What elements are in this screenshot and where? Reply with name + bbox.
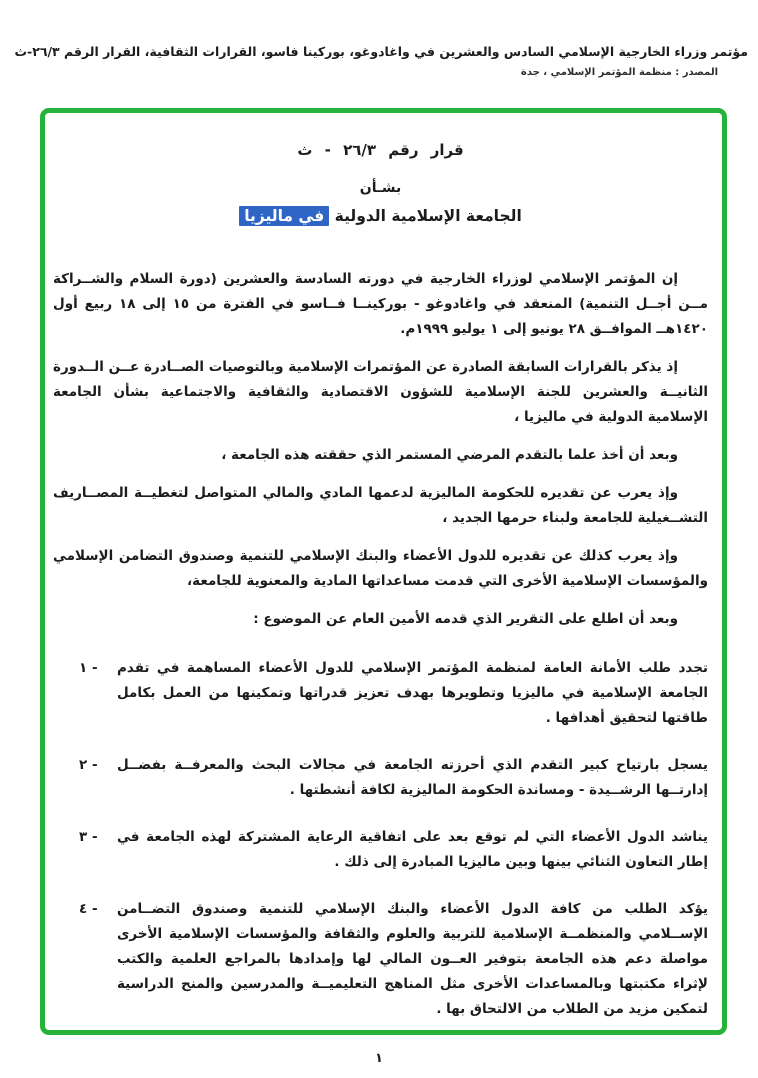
item-number-3: ٣ - <box>79 829 98 845</box>
item-text-4: يؤكد الطلب من كافة الدول الأعضاء والبنك الإسلامي للتنمية وصندوق التضــامن الإســلامي والمنظمــة الإسلامية للتربية والعلوم والثقافة والمؤسسات الإسلامية الأخرى مواصلة دعم هذه الجامعة بتوفير العــون المالي لها وإمدادها بالمراجع العلمية والكتب لإثراء مكتبتها وبالمساعدات الأخرى مثل المناهج التعليميــة والمدرسين والمنح الدراسية لتمكين مزيد من الطلاب من الالتحاق بها . <box>117 901 708 1017</box>
resolution-regarding: بشـأن <box>359 180 402 196</box>
item-text-2: يسجل بارتياح كبير التقدم الذي أحرزته الجامعة في مجالات البحث والمعرفــة بفضــل إدارتــها الرشــيدة - ومساندة الحكومة الماليزية لكافة أنشطتها . <box>117 757 708 798</box>
item-number-4: ٤ - <box>79 901 98 917</box>
resolution-frame <box>40 108 727 1035</box>
resolution-body <box>53 267 708 1022</box>
preamble-paragraph-1: إن المؤتمر الإسلامي لوزراء الخارجية في دورته السادسة والعشرين (دورة السلام والشــراكة مــن أجــل التنمية) المنعقد في واغادوغو - بوركينــا فــاسو في الفترة من ١٥ إلى ١٨ ربيع أول ١٤٢٠هــ الموافــق ٢٨ يونيو إلى ١ يوليو ١٩٩٩م. <box>53 271 708 337</box>
subject-highlight: في ماليزيا <box>239 206 329 226</box>
preamble-paragraph-6: وبعد أن اطلع على التقرير الذي قدمه الأمين العام عن الموضوع : <box>253 611 678 627</box>
resolution-subject <box>53 207 708 225</box>
page-footer <box>0 1051 758 1066</box>
operative-item-1 <box>53 656 708 731</box>
resolution-number: قرار رقم ٢٦/٣ - ث <box>297 141 464 159</box>
header-citation: مؤتمر وزراء الخارجية الإسلامي السادس والعشرين في واغادوغو، بوركينا فاسو، القرارات الثقافية، القرار الرقم ٢٦/٣-ث <box>14 44 748 59</box>
header-source: المصدر : منظمة المؤتمر الإسلامي ، جدة <box>520 67 718 78</box>
operative-item-2 <box>53 753 708 803</box>
preamble-paragraph-4: وإذ يعرب عن تقديره للحكومة الماليزية لدعمها المادي والمالي المتواصل لتغطيــة المصــاريف التشــغيلية للجامعة ولبناء حرمها الجديد ، <box>53 485 708 526</box>
preamble-paragraph-5: وإذ يعرب كذلك عن تقديره للدول الأعضاء والبنك الإسلامي للتنمية وصندوق التضامن الإسلامي والمؤسسات الإسلامية الأخرى التي قدمت مساعداتها المادية والمعنوية للجامعة، <box>53 548 708 589</box>
operative-item-3 <box>53 825 708 875</box>
item-number-1: ١ - <box>79 660 98 676</box>
document-header <box>8 44 748 78</box>
preamble-paragraph-2: إذ يذكر بالقرارات السابقة الصادرة عن المؤتمرات الإسلامية وبالتوصيات الصــادرة عــن الــدورة الثانيــة والعشرين للجنة الإسلامية للشؤون الاقتصادية والثقافية والاجتماعية بشأن الجامعة الإسلامية الدولية في ماليزيا ، <box>53 359 708 425</box>
page-number: ١ <box>375 1051 383 1066</box>
subject-text: الجامعة الإسلامية الدولية <box>334 207 522 225</box>
operative-item-4 <box>53 897 708 1022</box>
preamble-paragraph-3: وبعد أن أخذ علما بالتقدم المرضي المستمر الذي حققته هذه الجامعة ، <box>221 447 678 463</box>
item-text-3: يناشد الدول الأعضاء التي لم توقع بعد على اتفاقية الرعاية المشتركة لهذه الجامعة في إطار التعاون الثنائي بينها وبين ماليزيا المبادرة إلى ذلك . <box>117 829 708 870</box>
item-number-2: ٢ - <box>79 757 98 773</box>
item-text-1: تجدد طلب الأمانة العامة لمنظمة المؤتمر الإسلامي للدول الأعضاء المساهمة في تقدم الجامعة الإسلامية في ماليزيا وتطويرها بهدف تعزيز قدراتها وتمكينها من العمل بكامل طاقتها لتحقيق أهدافها . <box>117 660 708 726</box>
